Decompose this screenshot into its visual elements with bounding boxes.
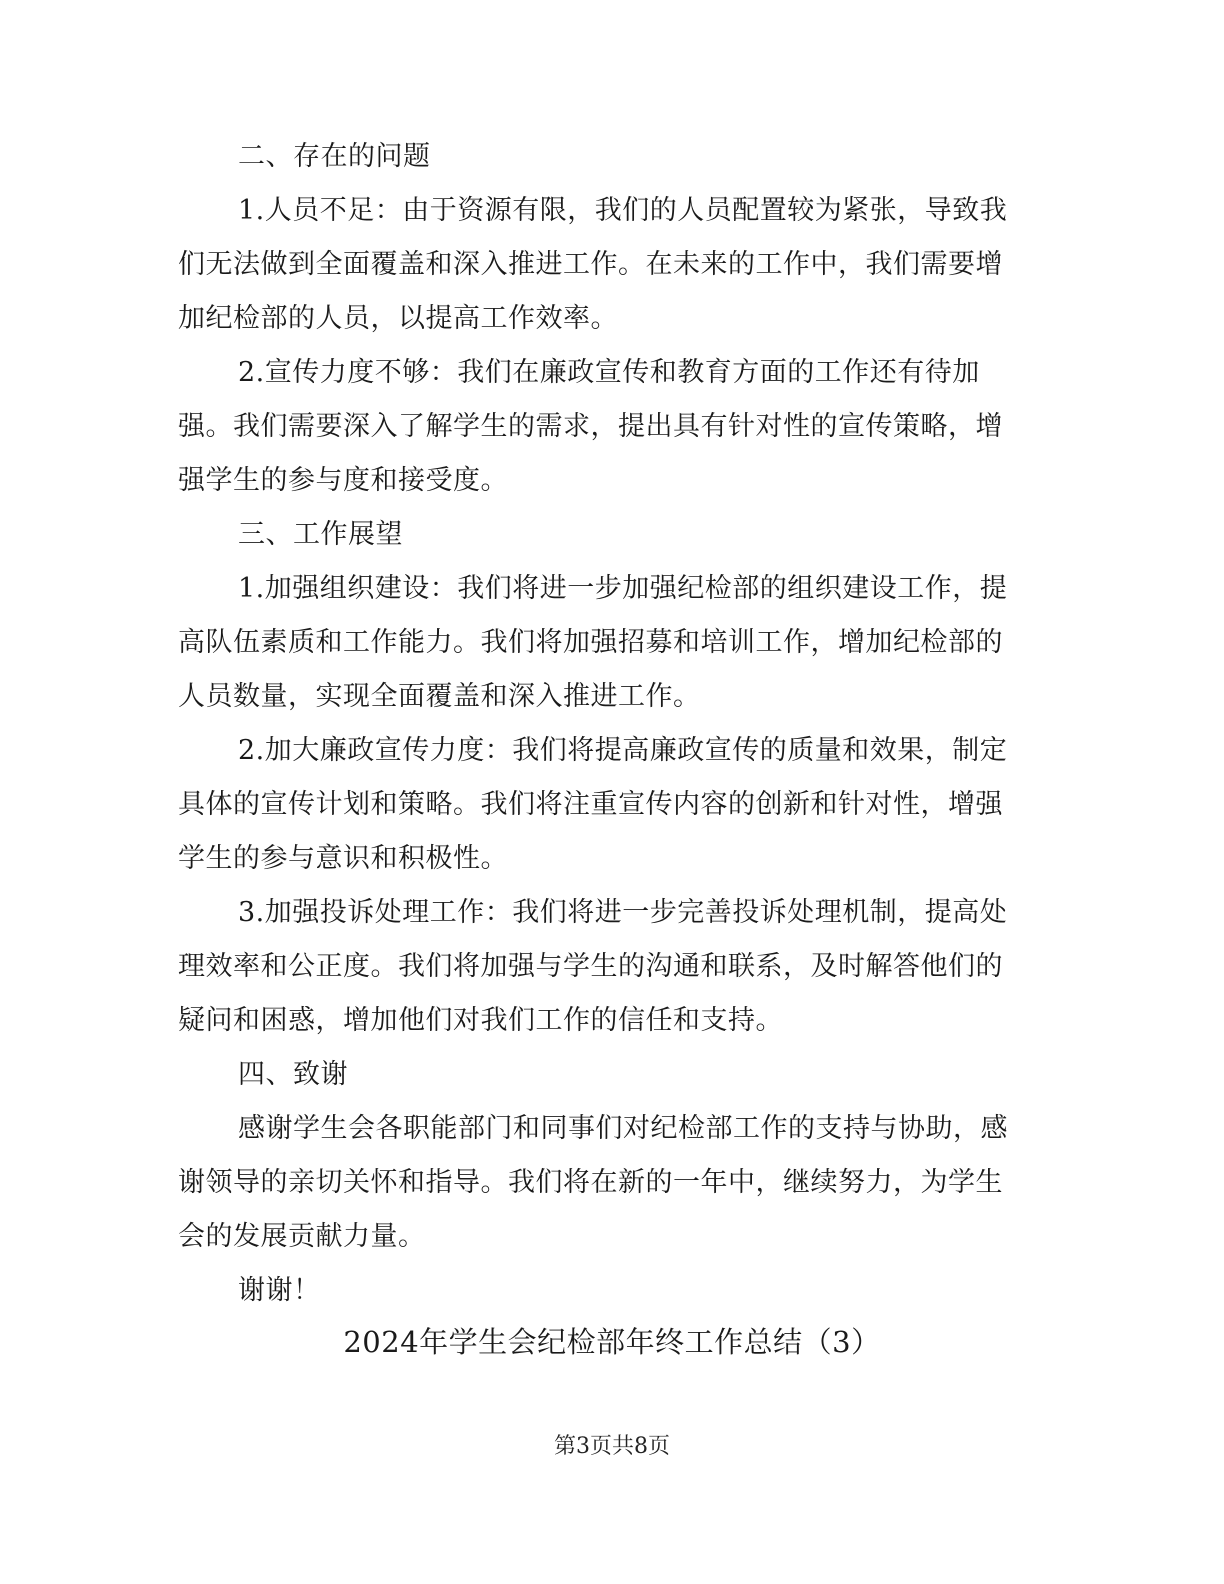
closing-line: 谢谢！ [238, 1275, 321, 1306]
paragraph-line: 感谢学生会各职能部门和同事们对纪检部工作的支持与协助，感 [238, 1113, 1008, 1144]
paragraph-line: 疑问和困惑，增加他们对我们工作的信任和支持。 [178, 1005, 783, 1036]
paragraph-line: 3.加强投诉处理工作：我们将进一步完善投诉处理机制，提高处 [238, 897, 1008, 928]
paragraph-line: 1.人员不足：由于资源有限，我们的人员配置较为紧张，导致我 [238, 195, 1008, 226]
paragraph-line: 会的发展贡献力量。 [178, 1221, 426, 1252]
paragraph-line: 2.加大廉政宣传力度：我们将提高廉政宣传的质量和效果，制定 [238, 735, 1008, 766]
paragraph-line: 加纪检部的人员，以提高工作效率。 [178, 303, 618, 334]
paragraph-line: 1.加强组织建设：我们将进一步加强纪检部的组织建设工作，提 [238, 573, 1008, 604]
paragraph-line: 2.宣传力度不够：我们在廉政宣传和教育方面的工作还有待加 [238, 357, 980, 388]
section-heading-thanks: 四、致谢 [238, 1059, 348, 1090]
paragraph-line: 谢领导的亲切关怀和指导。我们将在新的一年中，继续努力，为学生 [178, 1167, 1003, 1198]
paragraph-line: 们无法做到全面覆盖和深入推进工作。在未来的工作中，我们需要增 [178, 249, 1003, 280]
section-heading-outlook: 三、工作展望 [238, 519, 403, 550]
paragraph-line: 学生的参与意识和积极性。 [178, 843, 508, 874]
paragraph-line: 具体的宣传计划和策略。我们将注重宣传内容的创新和针对性，增强 [178, 789, 1003, 820]
paragraph-line: 理效率和公正度。我们将加强与学生的沟通和联系，及时解答他们的 [178, 951, 1003, 982]
paragraph-line: 强学生的参与度和接受度。 [178, 465, 508, 496]
section-heading-problems: 二、存在的问题 [238, 141, 431, 172]
page-footer: 第3页共8页 [554, 1434, 670, 1459]
paragraph-line: 强。我们需要深入了解学生的需求，提出具有针对性的宣传策略，增 [178, 411, 1003, 442]
paragraph-line: 高队伍素质和工作能力。我们将加强招募和培训工作，增加纪检部的 [178, 627, 1003, 658]
document-title: 2024年学生会纪检部年终工作总结（3） [343, 1325, 881, 1359]
paragraph-line: 人员数量，实现全面覆盖和深入推进工作。 [178, 681, 701, 712]
